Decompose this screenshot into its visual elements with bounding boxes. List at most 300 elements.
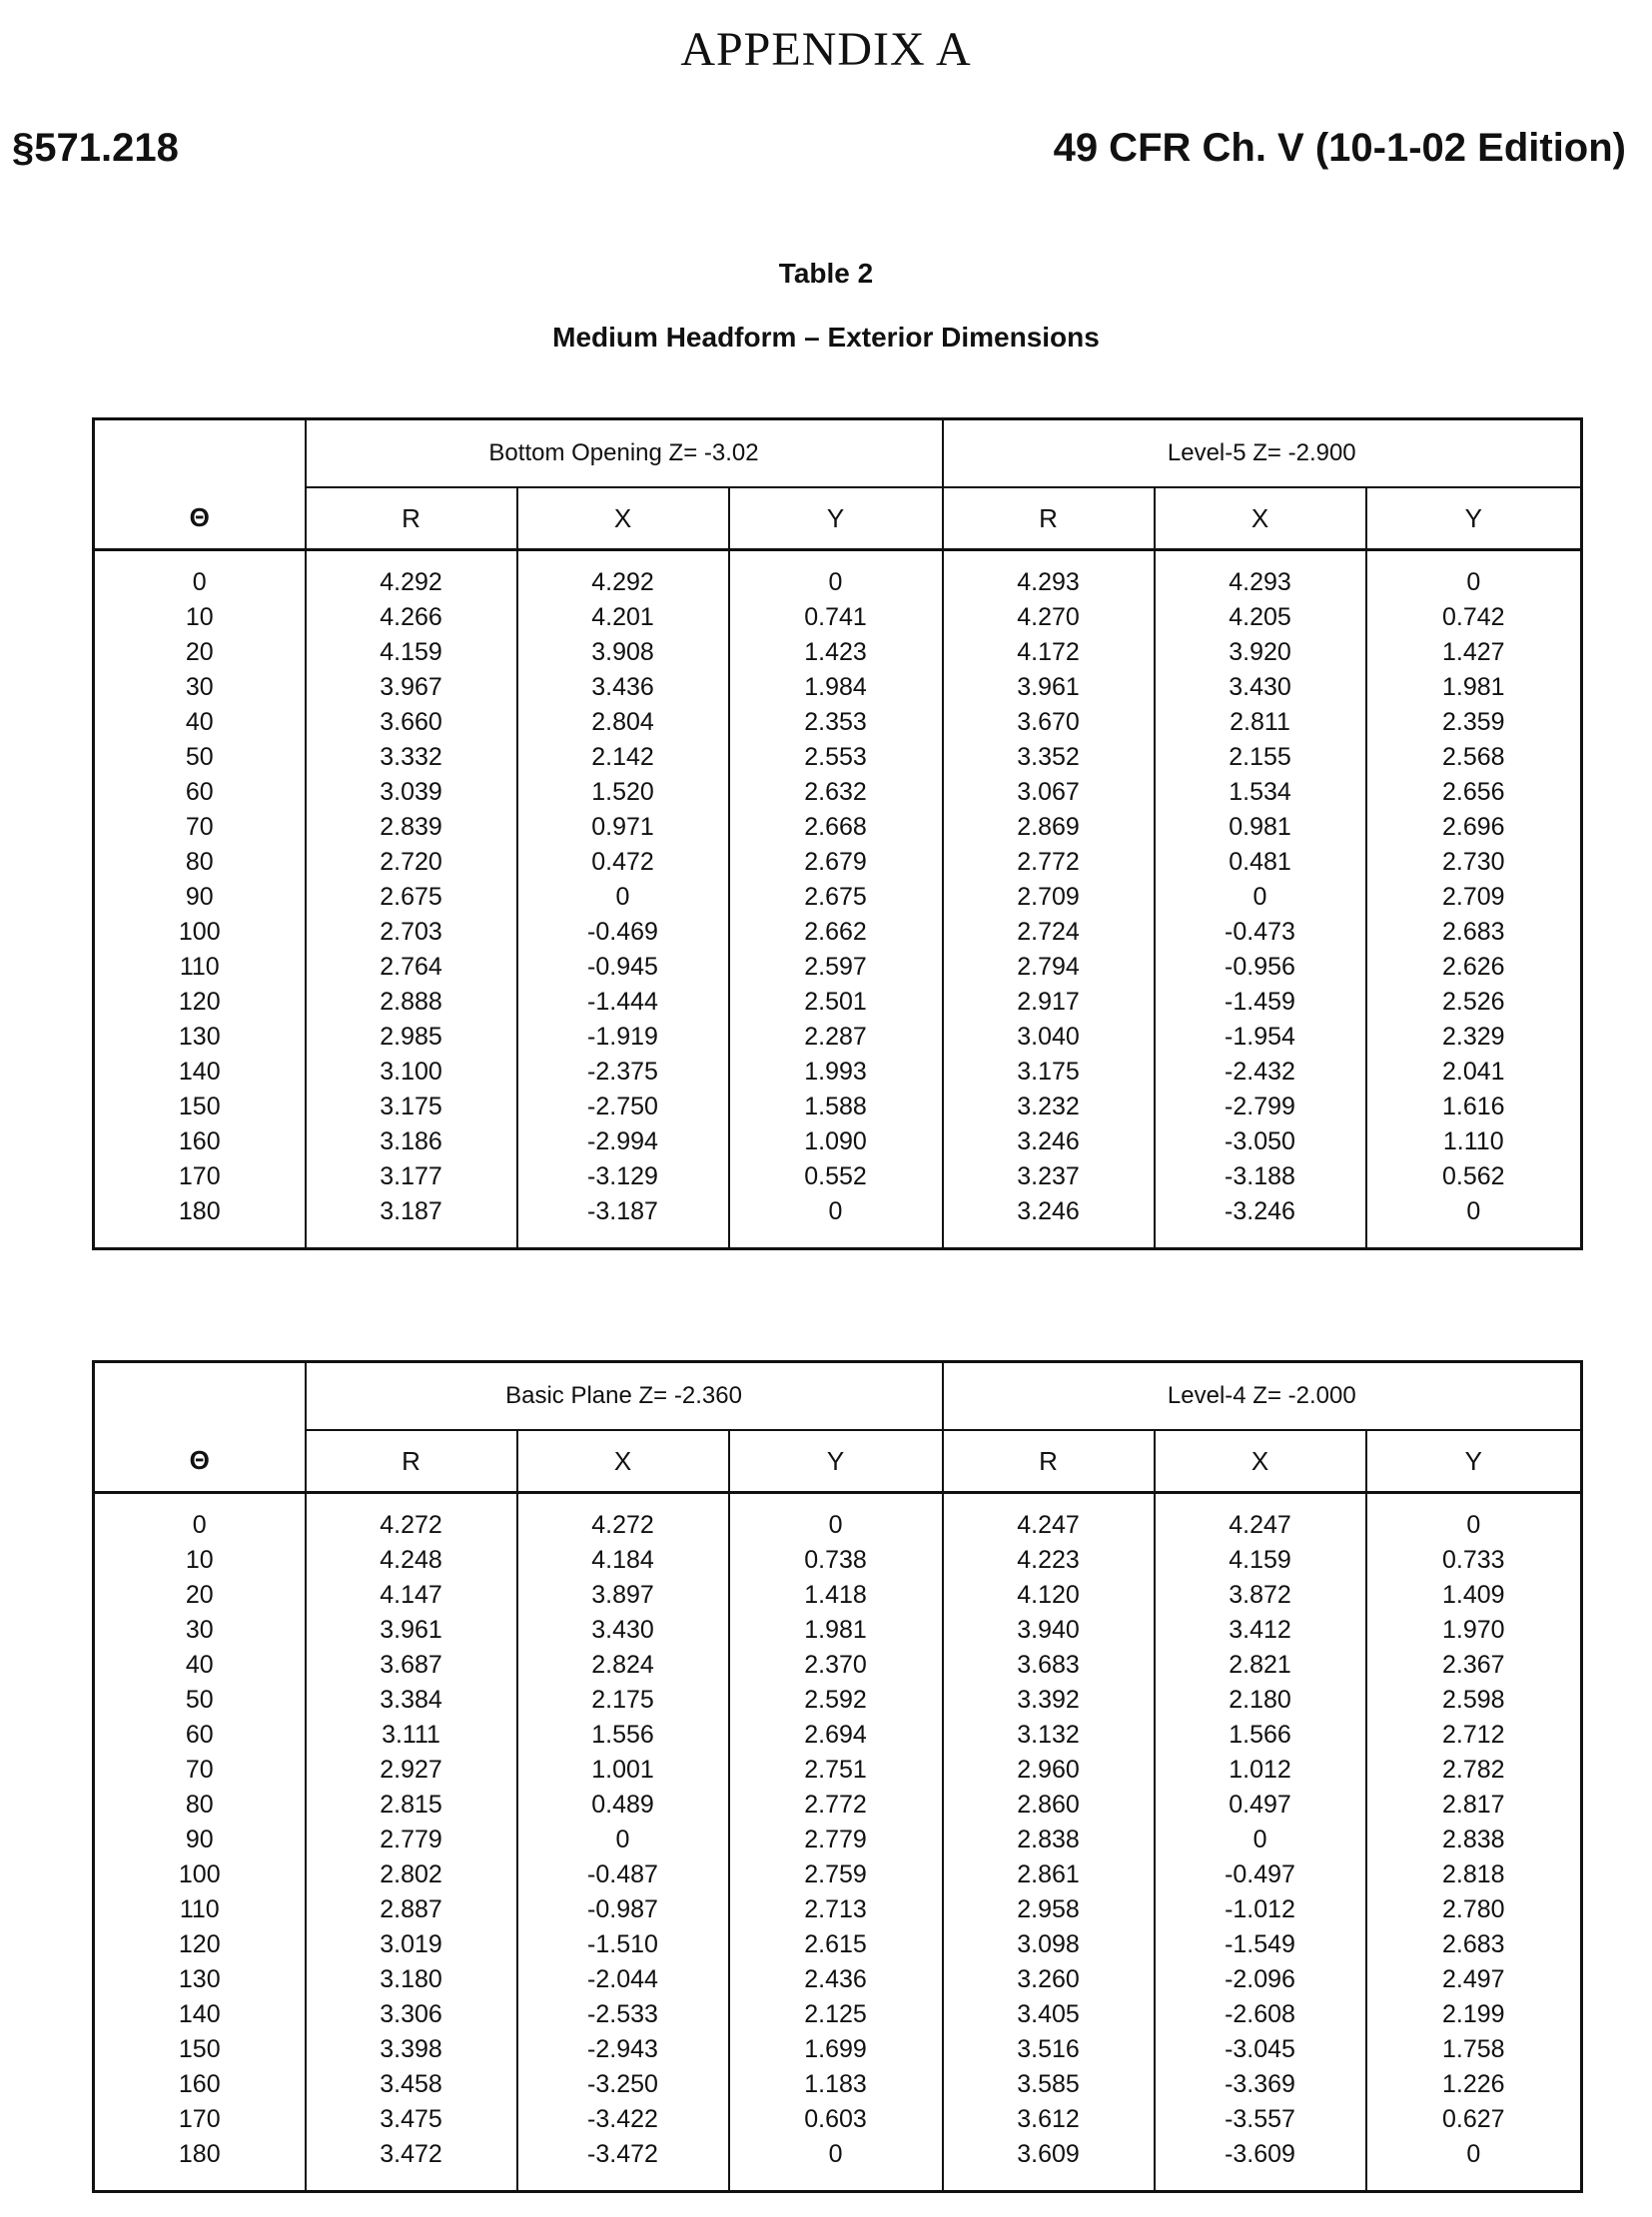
column-header-theta: Θ: [94, 1430, 306, 1493]
appendix-title: APPENDIX A: [0, 22, 1652, 77]
r-cell: 2.888: [306, 985, 517, 1020]
r-cell: 2.802: [306, 1857, 517, 1892]
table-row: [94, 1543, 1582, 1578]
x-cell: 0.497: [1155, 1788, 1366, 1823]
y-cell: 1.110: [1366, 1124, 1582, 1159]
x-cell: -2.750: [517, 1090, 729, 1124]
table-body: [94, 550, 1582, 1249]
r-cell: 3.472: [306, 2137, 517, 2192]
y-cell: 2.367: [1366, 1648, 1582, 1683]
theta-cell: 170: [94, 2102, 306, 2137]
x-cell: 0.489: [517, 1788, 729, 1823]
x-cell: 2.142: [517, 740, 729, 775]
r-cell: 3.398: [306, 2032, 517, 2067]
y-cell: 2.683: [1366, 915, 1582, 950]
y-cell: 2.656: [1366, 775, 1582, 810]
r-cell: 3.940: [943, 1613, 1155, 1648]
theta-cell: 90: [94, 1823, 306, 1857]
x-cell: -3.472: [517, 2137, 729, 2192]
r-cell: 3.039: [306, 775, 517, 810]
table-row: [94, 1613, 1582, 1648]
y-cell: 1.758: [1366, 2032, 1582, 2067]
theta-cell: 140: [94, 1997, 306, 2032]
table-row: [94, 550, 1582, 601]
table-row: [94, 1090, 1582, 1124]
y-cell: 1.418: [729, 1578, 943, 1613]
x-cell: 3.436: [517, 670, 729, 705]
r-cell: 3.585: [943, 2067, 1155, 2102]
r-cell: 4.272: [306, 1493, 517, 1544]
y-cell: 1.427: [1366, 635, 1582, 670]
table-row: [94, 1124, 1582, 1159]
table-row: [94, 1683, 1582, 1718]
x-cell: 4.272: [517, 1493, 729, 1544]
x-cell: -1.549: [1155, 1927, 1366, 1962]
table-row: [94, 1578, 1582, 1613]
r-cell: 2.838: [943, 1823, 1155, 1857]
r-cell: 3.516: [943, 2032, 1155, 2067]
y-cell: 1.183: [729, 2067, 943, 2102]
y-cell: 1.588: [729, 1090, 943, 1124]
theta-cell: 10: [94, 600, 306, 635]
column-header-r: R: [306, 1430, 517, 1493]
x-cell: 1.001: [517, 1753, 729, 1788]
x-cell: 3.908: [517, 635, 729, 670]
y-cell: 2.668: [729, 810, 943, 845]
y-cell: 2.709: [1366, 880, 1582, 915]
x-cell: -1.459: [1155, 985, 1366, 1020]
r-cell: 2.815: [306, 1788, 517, 1823]
x-cell: 2.804: [517, 705, 729, 740]
y-cell: 2.359: [1366, 705, 1582, 740]
r-cell: 2.985: [306, 1020, 517, 1055]
theta-cell: 160: [94, 1124, 306, 1159]
y-cell: 0.741: [729, 600, 943, 635]
r-cell: 4.293: [943, 550, 1155, 601]
theta-cell: 80: [94, 845, 306, 880]
x-cell: 1.556: [517, 1718, 729, 1753]
theta-cell: 140: [94, 1055, 306, 1090]
group-header-level-5: Level-5 Z= -2.900: [943, 419, 1582, 488]
theta-cell: 0: [94, 550, 306, 601]
y-cell: 2.436: [729, 1962, 943, 1997]
theta-cell: 60: [94, 1718, 306, 1753]
y-cell: 2.598: [1366, 1683, 1582, 1718]
y-cell: 2.838: [1366, 1823, 1582, 1857]
x-cell: -1.012: [1155, 1892, 1366, 1927]
theta-cell: 110: [94, 1892, 306, 1927]
y-cell: 2.751: [729, 1753, 943, 1788]
y-cell: 1.993: [729, 1055, 943, 1090]
x-cell: -3.422: [517, 2102, 729, 2137]
corner-header-cell: [94, 1362, 306, 1431]
table-row: [94, 740, 1582, 775]
y-cell: 2.675: [729, 880, 943, 915]
x-cell: -2.375: [517, 1055, 729, 1090]
table-row: [94, 1648, 1582, 1683]
r-cell: 2.675: [306, 880, 517, 915]
theta-cell: 100: [94, 1857, 306, 1892]
y-cell: 2.370: [729, 1648, 943, 1683]
table-row: [94, 1753, 1582, 1788]
y-cell: 2.712: [1366, 1718, 1582, 1753]
r-cell: 4.270: [943, 600, 1155, 635]
theta-cell: 20: [94, 1578, 306, 1613]
x-cell: 2.175: [517, 1683, 729, 1718]
r-cell: 2.927: [306, 1753, 517, 1788]
r-cell: 3.187: [306, 1194, 517, 1249]
x-cell: 3.430: [1155, 670, 1366, 705]
y-cell: 0.738: [729, 1543, 943, 1578]
theta-cell: 30: [94, 1613, 306, 1648]
x-cell: -3.045: [1155, 2032, 1366, 2067]
y-cell: 2.353: [729, 705, 943, 740]
x-cell: 1.520: [517, 775, 729, 810]
y-cell: 2.696: [1366, 810, 1582, 845]
table-row: [94, 1718, 1582, 1753]
x-cell: 2.821: [1155, 1648, 1366, 1683]
x-cell: 2.155: [1155, 740, 1366, 775]
table-row: [94, 880, 1582, 915]
r-cell: 3.067: [943, 775, 1155, 810]
theta-cell: 80: [94, 1788, 306, 1823]
r-cell: 2.703: [306, 915, 517, 950]
column-header-r: R: [943, 1430, 1155, 1493]
x-cell: 1.012: [1155, 1753, 1366, 1788]
x-cell: 2.824: [517, 1648, 729, 1683]
y-cell: 2.632: [729, 775, 943, 810]
x-cell: -3.187: [517, 1194, 729, 1249]
r-cell: 3.175: [306, 1090, 517, 1124]
x-cell: -0.487: [517, 1857, 729, 1892]
r-cell: 3.019: [306, 1927, 517, 1962]
y-cell: 1.226: [1366, 2067, 1582, 2102]
x-cell: -2.432: [1155, 1055, 1366, 1090]
y-cell: 0: [729, 1194, 943, 1249]
r-cell: 2.772: [943, 845, 1155, 880]
table-row: [94, 705, 1582, 740]
r-cell: 3.040: [943, 1020, 1155, 1055]
y-cell: 1.423: [729, 635, 943, 670]
table-row: [94, 1857, 1582, 1892]
r-cell: 2.958: [943, 1892, 1155, 1927]
r-cell: 4.247: [943, 1493, 1155, 1544]
y-cell: 2.125: [729, 1997, 943, 2032]
x-cell: -3.369: [1155, 2067, 1366, 2102]
y-cell: 0.627: [1366, 2102, 1582, 2137]
y-cell: 1.970: [1366, 1613, 1582, 1648]
y-cell: 2.615: [729, 1927, 943, 1962]
column-header-r: R: [943, 487, 1155, 550]
table-row: [94, 670, 1582, 705]
theta-cell: 0: [94, 1493, 306, 1544]
r-cell: 3.175: [943, 1055, 1155, 1090]
source-citation: 49 CFR Ch. V (10-1-02 Edition): [1054, 126, 1626, 171]
x-cell: 3.897: [517, 1578, 729, 1613]
y-cell: 0.603: [729, 2102, 943, 2137]
x-cell: 4.159: [1155, 1543, 1366, 1578]
theta-cell: 70: [94, 1753, 306, 1788]
x-cell: -2.096: [1155, 1962, 1366, 1997]
table-row: [94, 1788, 1582, 1823]
x-cell: 0: [517, 880, 729, 915]
x-cell: -0.497: [1155, 1857, 1366, 1892]
y-cell: 0.742: [1366, 600, 1582, 635]
theta-cell: 30: [94, 670, 306, 705]
x-cell: 1.534: [1155, 775, 1366, 810]
x-cell: 4.292: [517, 550, 729, 601]
table-row: [94, 1159, 1582, 1194]
r-cell: 3.670: [943, 705, 1155, 740]
x-cell: -3.609: [1155, 2137, 1366, 2192]
r-cell: 2.869: [943, 810, 1155, 845]
theta-cell: 150: [94, 1090, 306, 1124]
theta-cell: 40: [94, 705, 306, 740]
y-cell: 0: [1366, 2137, 1582, 2192]
r-cell: 2.709: [943, 880, 1155, 915]
theta-cell: 10: [94, 1543, 306, 1578]
r-cell: 3.961: [943, 670, 1155, 705]
table-row: [94, 985, 1582, 1020]
x-cell: 0.971: [517, 810, 729, 845]
table-row: [94, 1493, 1582, 1544]
column-header-theta: Θ: [94, 487, 306, 550]
table-row: [94, 2067, 1582, 2102]
y-cell: 2.199: [1366, 1997, 1582, 2032]
section-number: §571.218: [12, 126, 179, 171]
r-cell: 3.683: [943, 1648, 1155, 1683]
x-cell: -1.954: [1155, 1020, 1366, 1055]
table-row: [94, 1020, 1582, 1055]
table-row: [94, 2137, 1582, 2192]
r-cell: 3.111: [306, 1718, 517, 1753]
r-cell: 3.458: [306, 2067, 517, 2102]
theta-cell: 130: [94, 1962, 306, 1997]
theta-cell: 160: [94, 2067, 306, 2102]
table-subtitle: Medium Headform – Exterior Dimensions: [0, 322, 1652, 354]
x-cell: -0.987: [517, 1892, 729, 1927]
x-cell: 3.412: [1155, 1613, 1366, 1648]
r-cell: 4.120: [943, 1578, 1155, 1613]
x-cell: -3.557: [1155, 2102, 1366, 2137]
table-row: [94, 775, 1582, 810]
r-cell: 2.779: [306, 1823, 517, 1857]
x-cell: -0.956: [1155, 950, 1366, 985]
group-header-bottom-opening: Bottom Opening Z= -3.02: [306, 419, 943, 488]
y-cell: 2.568: [1366, 740, 1582, 775]
y-cell: 2.713: [729, 1892, 943, 1927]
x-cell: 0.481: [1155, 845, 1366, 880]
x-cell: 0: [517, 1823, 729, 1857]
r-cell: 2.917: [943, 985, 1155, 1020]
x-cell: -1.919: [517, 1020, 729, 1055]
r-cell: 2.861: [943, 1857, 1155, 1892]
column-header-y: Y: [729, 487, 943, 550]
y-cell: 1.981: [729, 1613, 943, 1648]
y-cell: 2.329: [1366, 1020, 1582, 1055]
y-cell: 2.679: [729, 845, 943, 880]
r-cell: 3.132: [943, 1718, 1155, 1753]
r-cell: 4.223: [943, 1543, 1155, 1578]
table-row: [94, 600, 1582, 635]
y-cell: 1.984: [729, 670, 943, 705]
y-cell: 0: [729, 550, 943, 601]
r-cell: 3.180: [306, 1962, 517, 1997]
x-cell: 2.180: [1155, 1683, 1366, 1718]
r-cell: 3.177: [306, 1159, 517, 1194]
r-cell: 3.392: [943, 1683, 1155, 1718]
r-cell: 3.961: [306, 1613, 517, 1648]
r-cell: 4.266: [306, 600, 517, 635]
x-cell: -3.246: [1155, 1194, 1366, 1249]
column-header-y: Y: [1366, 1430, 1582, 1493]
r-cell: 2.720: [306, 845, 517, 880]
column-header-x: X: [517, 487, 729, 550]
r-cell: 3.186: [306, 1124, 517, 1159]
y-cell: 0: [1366, 1493, 1582, 1544]
column-header-r: R: [306, 487, 517, 550]
y-cell: 0: [1366, 550, 1582, 601]
group-header-level-4: Level-4 Z= -2.000: [943, 1362, 1582, 1431]
y-cell: 2.526: [1366, 985, 1582, 1020]
column-header-x: X: [1155, 1430, 1366, 1493]
table-row: [94, 1962, 1582, 1997]
r-cell: 2.724: [943, 915, 1155, 950]
theta-cell: 180: [94, 2137, 306, 2192]
corner-header-cell: [94, 419, 306, 488]
y-cell: 1.981: [1366, 670, 1582, 705]
theta-cell: 120: [94, 985, 306, 1020]
r-cell: 3.246: [943, 1124, 1155, 1159]
x-cell: 3.920: [1155, 635, 1366, 670]
table-row: [94, 1055, 1582, 1090]
theta-cell: 170: [94, 1159, 306, 1194]
theta-cell: 150: [94, 2032, 306, 2067]
y-cell: 1.699: [729, 2032, 943, 2067]
x-cell: -1.444: [517, 985, 729, 1020]
x-cell: -2.608: [1155, 1997, 1366, 2032]
y-cell: 2.782: [1366, 1753, 1582, 1788]
column-header-x: X: [517, 1430, 729, 1493]
theta-cell: 50: [94, 1683, 306, 1718]
y-cell: 1.616: [1366, 1090, 1582, 1124]
theta-cell: 180: [94, 1194, 306, 1249]
x-cell: 4.184: [517, 1543, 729, 1578]
y-cell: 0: [729, 2137, 943, 2192]
y-cell: 0.552: [729, 1159, 943, 1194]
y-cell: 2.592: [729, 1683, 943, 1718]
y-cell: 2.817: [1366, 1788, 1582, 1823]
r-cell: 4.172: [943, 635, 1155, 670]
r-cell: 3.352: [943, 740, 1155, 775]
x-cell: 3.872: [1155, 1578, 1366, 1613]
x-cell: 1.566: [1155, 1718, 1366, 1753]
x-cell: 2.811: [1155, 705, 1366, 740]
r-cell: 4.292: [306, 550, 517, 601]
y-cell: 2.683: [1366, 1927, 1582, 1962]
theta-cell: 130: [94, 1020, 306, 1055]
r-cell: 3.475: [306, 2102, 517, 2137]
r-cell: 3.260: [943, 1962, 1155, 1997]
x-cell: -2.044: [517, 1962, 729, 1997]
x-cell: 3.430: [517, 1613, 729, 1648]
theta-cell: 40: [94, 1648, 306, 1683]
theta-cell: 70: [94, 810, 306, 845]
x-cell: -2.994: [517, 1124, 729, 1159]
r-cell: 3.687: [306, 1648, 517, 1683]
r-cell: 3.246: [943, 1194, 1155, 1249]
r-cell: 2.794: [943, 950, 1155, 985]
y-cell: 2.501: [729, 985, 943, 1020]
x-cell: 0.981: [1155, 810, 1366, 845]
y-cell: 0: [1366, 1194, 1582, 1249]
table-row: [94, 810, 1582, 845]
table-row: [94, 2032, 1582, 2067]
r-cell: 3.660: [306, 705, 517, 740]
y-cell: 2.497: [1366, 1962, 1582, 1997]
table-row: [94, 1927, 1582, 1962]
theta-cell: 60: [94, 775, 306, 810]
y-cell: 2.759: [729, 1857, 943, 1892]
table-row: [94, 1892, 1582, 1927]
y-cell: 0: [729, 1493, 943, 1544]
table-row: [94, 1823, 1582, 1857]
x-cell: -1.510: [517, 1927, 729, 1962]
table-title: Table 2: [0, 258, 1652, 290]
y-cell: 2.041: [1366, 1055, 1582, 1090]
y-cell: 2.730: [1366, 845, 1582, 880]
dimensions-table-1: [92, 417, 1583, 1250]
r-cell: 3.967: [306, 670, 517, 705]
r-cell: 2.860: [943, 1788, 1155, 1823]
y-cell: 0.733: [1366, 1543, 1582, 1578]
column-header-x: X: [1155, 487, 1366, 550]
theta-cell: 90: [94, 880, 306, 915]
table-row: [94, 1194, 1582, 1249]
y-cell: 2.780: [1366, 1892, 1582, 1927]
x-cell: 4.293: [1155, 550, 1366, 601]
table-row: [94, 1997, 1582, 2032]
y-cell: 2.818: [1366, 1857, 1582, 1892]
r-cell: 3.237: [943, 1159, 1155, 1194]
group-header-basic-plane: Basic Plane Z= -2.360: [306, 1362, 943, 1431]
y-cell: 1.090: [729, 1124, 943, 1159]
x-cell: -0.473: [1155, 915, 1366, 950]
x-cell: -3.250: [517, 2067, 729, 2102]
column-header-y: Y: [1366, 487, 1582, 550]
table-row: [94, 845, 1582, 880]
y-cell: 2.779: [729, 1823, 943, 1857]
y-cell: 2.626: [1366, 950, 1582, 985]
x-cell: 4.205: [1155, 600, 1366, 635]
r-cell: 3.612: [943, 2102, 1155, 2137]
x-cell: 0: [1155, 1823, 1366, 1857]
dimensions-table-2: [92, 1360, 1583, 2193]
table-row: [94, 915, 1582, 950]
y-cell: 2.694: [729, 1718, 943, 1753]
y-cell: 0.562: [1366, 1159, 1582, 1194]
table-row: [94, 635, 1582, 670]
r-cell: 4.147: [306, 1578, 517, 1613]
theta-cell: 20: [94, 635, 306, 670]
r-cell: 3.232: [943, 1090, 1155, 1124]
x-cell: -0.945: [517, 950, 729, 985]
r-cell: 3.332: [306, 740, 517, 775]
x-cell: 4.247: [1155, 1493, 1366, 1544]
theta-cell: 50: [94, 740, 306, 775]
y-cell: 2.772: [729, 1788, 943, 1823]
x-cell: -2.943: [517, 2032, 729, 2067]
